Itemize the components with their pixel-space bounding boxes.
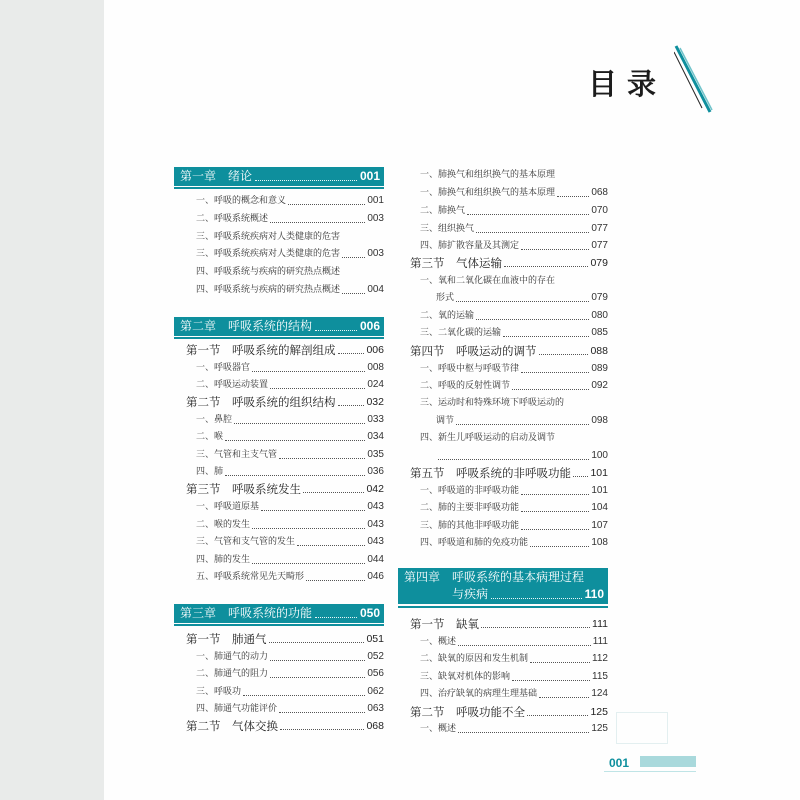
entry-label: 二、呼吸运动装置: [196, 380, 269, 390]
entry-label: 四、肺的发生: [196, 555, 251, 565]
entry-label: 第四节 呼吸运动的调节: [410, 344, 537, 358]
toc-item[interactable]: [420, 501, 608, 515]
toc-item[interactable]: [196, 247, 384, 261]
entry-label: 二、呼吸系统概述: [196, 214, 269, 224]
entry-label: 四、呼吸道和肺的免疫功能: [420, 538, 529, 548]
entry-label: 一、呼吸器官: [196, 363, 251, 373]
page-title: 目录: [588, 67, 667, 101]
entry-page: 008: [367, 362, 384, 373]
entry-page: 001: [367, 195, 384, 206]
section-entry[interactable]: [186, 632, 384, 646]
dot-leader: [303, 492, 364, 493]
dot-leader: [530, 546, 589, 547]
toc-item[interactable]: [196, 430, 384, 444]
dot-leader: [512, 389, 589, 390]
entry-label: 二、肺的主要非呼吸功能: [420, 503, 520, 513]
entry-page: 034: [367, 431, 384, 442]
entry-label: 一、呼吸道原基: [196, 502, 260, 512]
dot-leader: [243, 695, 365, 696]
entry-page: 035: [367, 449, 384, 460]
entry-page: 043: [367, 519, 384, 530]
dot-leader: [342, 293, 365, 294]
dot-leader: [476, 319, 589, 320]
entry-label: 二、喉的发生: [196, 520, 251, 530]
entry-label: 三、气管和支气管的发生: [196, 537, 296, 547]
note-sketch: [616, 712, 668, 744]
entry-page: 111: [592, 618, 608, 630]
dot-leader: [252, 563, 365, 564]
entry-page: 089: [591, 363, 608, 374]
dot-leader: [315, 617, 357, 618]
dot-leader: [481, 627, 590, 628]
toc-item[interactable]: [196, 535, 384, 549]
dot-leader: [279, 712, 365, 713]
dot-leader: [491, 598, 582, 599]
toc-item[interactable]: [196, 685, 384, 699]
entry-page: 051: [366, 633, 384, 645]
page-number: 001: [609, 756, 630, 770]
dot-leader: [521, 511, 589, 512]
entry-label: 四、治疗缺氧的病理生理基础: [420, 689, 538, 699]
entry-page: 070: [591, 205, 608, 216]
entry-page: 024: [367, 379, 384, 390]
dot-leader: [252, 371, 365, 372]
section-entry[interactable]: [410, 617, 608, 631]
toc-item[interactable]: [420, 652, 608, 666]
dot-leader: [261, 510, 365, 511]
dot-leader: [539, 354, 589, 355]
chapter-label: 第四章 呼吸系统的基本病理过程: [404, 570, 585, 584]
entry-label: 二、肺换气: [420, 206, 466, 216]
dot-leader: [255, 180, 357, 181]
entry-label: 第五节 呼吸系统的非呼吸功能: [410, 466, 571, 480]
entry-label: 第三节 呼吸系统发生: [186, 482, 301, 496]
chapter-underline: [174, 187, 384, 189]
dot-leader: [279, 458, 365, 459]
entry-label: 三、气管和主支气管: [196, 450, 278, 460]
entry-label: 一、鼻腔: [196, 415, 233, 425]
entry-page: 068: [366, 720, 384, 732]
chapter-underline: [174, 624, 384, 626]
toc-item[interactable]: [196, 212, 384, 226]
entry-page: 003: [367, 213, 384, 224]
entry-label: 三、肺的其他非呼吸功能: [420, 521, 520, 531]
toc-item[interactable]: [196, 500, 384, 514]
section-entry[interactable]: [186, 719, 384, 733]
chapter-underline: [174, 337, 384, 339]
toc-item[interactable]: [196, 378, 384, 392]
entry-page: 063: [367, 703, 384, 714]
toc-item[interactable]: [196, 553, 384, 567]
toc-item[interactable]: [420, 239, 608, 253]
entry-label: 一、呼吸中枢与呼吸节律: [420, 364, 520, 374]
toc-item[interactable]: [196, 283, 384, 297]
entry-page: 101: [591, 485, 608, 496]
entry-page: 124: [591, 688, 608, 699]
entry-page: 077: [591, 240, 608, 251]
dot-leader: [456, 301, 589, 302]
dot-leader: [306, 580, 365, 581]
entry-label: 一、概述: [420, 637, 457, 647]
section-entry[interactable]: [410, 344, 608, 358]
footer-line: [604, 771, 696, 772]
entry-page: 101: [590, 467, 608, 479]
toc-item[interactable]: [420, 309, 608, 323]
entry-label: 二、缺氧的原因和发生机制: [420, 654, 529, 664]
dot-leader: [527, 715, 588, 716]
entry-page: 046: [367, 571, 384, 582]
dot-leader: [521, 372, 589, 373]
dot-leader: [521, 529, 589, 530]
section-entry[interactable]: [410, 705, 608, 719]
entry-page: 042: [366, 483, 384, 495]
entry-label: 四、呼吸系统与疾病的研究热点概述: [196, 285, 341, 295]
chapter-label: 第二章 呼吸系统的结构: [180, 319, 313, 333]
entry-page: 006: [366, 344, 384, 356]
toc-item[interactable]: [420, 687, 608, 701]
section-entry[interactable]: [186, 482, 384, 496]
chapter-label: 第三章 呼吸系统的功能: [180, 606, 313, 620]
entry-label: 一、概述: [420, 724, 457, 734]
dot-leader: [504, 266, 588, 267]
toc-item[interactable]: [196, 667, 384, 681]
dot-leader: [467, 214, 589, 215]
entry-page: 043: [367, 501, 384, 512]
toc-item[interactable]: [420, 536, 608, 550]
entry-page: 056: [367, 668, 384, 679]
entry-page: 079: [591, 292, 608, 303]
entry-label: 二、氧的运输: [420, 311, 475, 321]
entry-page: 098: [591, 415, 608, 426]
dot-leader: [458, 732, 589, 733]
toc-item-line: 一、氧和二氧化碳在血液中的存在: [420, 276, 556, 286]
toc-item-line: 四、呼吸系统与疾病的研究热点概述: [196, 267, 341, 277]
toc-item[interactable]: [436, 449, 608, 463]
toc-item[interactable]: [196, 413, 384, 427]
chapter-underline: [398, 606, 608, 608]
entry-label: 第一节 呼吸系统的解剖组成: [186, 343, 336, 357]
entry-label: 二、呼吸的反射性调节: [420, 381, 511, 391]
entry-page: 068: [591, 187, 608, 198]
dot-leader: [252, 528, 365, 529]
entry-label: 第二节 气体交换: [186, 719, 278, 733]
entry-label: 五、呼吸系统常见先天畸形: [196, 572, 305, 582]
entry-label: 第二节 呼吸系统的组织结构: [186, 395, 336, 409]
section-entry[interactable]: [186, 343, 384, 357]
chapter-page: 050: [359, 606, 380, 620]
toc-item[interactable]: [420, 204, 608, 218]
toc-item[interactable]: [420, 484, 608, 498]
entry-page: 085: [591, 327, 608, 338]
section-entry[interactable]: [186, 395, 384, 409]
entry-page: 125: [590, 706, 608, 718]
toc-item[interactable]: [420, 670, 608, 684]
entry-page: 108: [591, 537, 608, 548]
dot-leader: [342, 257, 365, 258]
entry-label: 三、二氧化碳的运输: [420, 328, 502, 338]
entry-page: 004: [367, 284, 384, 295]
entry-page: 077: [591, 223, 608, 234]
entry-page: 100: [591, 450, 608, 461]
entry-label: 第一节 缺氧: [410, 617, 479, 631]
chapter-page: 110: [584, 587, 604, 601]
entry-page: 125: [591, 723, 608, 734]
dot-leader: [512, 680, 590, 681]
entry-label: 一、肺换气和组织换气的基本原理: [420, 188, 556, 198]
toc-item[interactable]: [420, 635, 608, 649]
pen-decoration-icon: [674, 44, 714, 116]
entry-page: 043: [367, 536, 384, 547]
dot-leader: [338, 405, 365, 406]
toc-item-line: 四、新生儿呼吸运动的启动及调节: [420, 433, 556, 443]
toc-item[interactable]: [420, 519, 608, 533]
toc-item[interactable]: [196, 702, 384, 716]
dot-leader: [270, 660, 365, 661]
entry-label: 第三节 气体运输: [410, 256, 502, 270]
toc-item[interactable]: [196, 465, 384, 479]
entry-label: 四、肺: [196, 467, 224, 477]
toc-item[interactable]: [196, 194, 384, 208]
entry-page: 052: [367, 651, 384, 662]
entry-label: 二、喉: [196, 432, 224, 442]
chapter-4-heading[interactable]: [398, 568, 608, 604]
entry-page: 104: [591, 502, 608, 513]
entry-label: 二、肺通气的阻力: [196, 669, 269, 679]
chapter-label: 与疾病: [452, 587, 489, 601]
dot-leader: [503, 336, 589, 337]
dot-leader: [225, 440, 365, 441]
entry-page: 107: [591, 520, 608, 531]
toc-item[interactable]: [420, 379, 608, 393]
entry-page: 036: [367, 466, 384, 477]
chapter-2-heading[interactable]: [174, 317, 384, 336]
entry-page: 112: [592, 653, 608, 664]
entry-label: 一、肺通气的动力: [196, 652, 269, 662]
dot-leader: [476, 232, 589, 233]
dot-leader: [280, 729, 364, 730]
entry-label: 四、肺扩散容量及其测定: [420, 241, 520, 251]
entry-page: 062: [367, 686, 384, 697]
dot-leader: [557, 196, 589, 197]
entry-label: 三、组织换气: [420, 224, 475, 234]
dot-leader: [270, 388, 365, 389]
dot-leader: [530, 662, 590, 663]
toc-item[interactable]: [436, 414, 608, 428]
section-entry[interactable]: [410, 466, 608, 480]
dot-leader: [456, 424, 589, 425]
toc-item-line: 一、肺换气和组织换气的基本原理: [420, 170, 556, 180]
toc-item-line: 三、呼吸系统疾病对人类健康的危害: [196, 232, 341, 242]
entry-page: 088: [590, 345, 608, 357]
entry-label: 三、缺氧对机体的影响: [420, 672, 511, 682]
dot-leader: [573, 476, 588, 477]
toc-item[interactable]: [196, 650, 384, 664]
dot-leader: [458, 645, 591, 646]
entry-label: 一、呼吸的概念和意义: [196, 196, 287, 206]
toc-item[interactable]: [420, 186, 608, 200]
entry-label: 三、呼吸系统疾病对人类健康的危害: [196, 249, 341, 259]
toc-item[interactable]: [420, 722, 608, 736]
dot-leader: [270, 222, 365, 223]
toc-item[interactable]: [420, 326, 608, 340]
entry-page: 092: [591, 380, 608, 391]
dot-leader: [521, 494, 589, 495]
entry-page: 080: [591, 310, 608, 321]
toc-item[interactable]: [196, 361, 384, 375]
dot-leader: [270, 677, 365, 678]
footer-bar: [640, 756, 696, 767]
dot-leader: [315, 330, 357, 331]
toc-item[interactable]: [420, 222, 608, 236]
chapter-1-heading[interactable]: [174, 167, 384, 186]
dot-leader: [234, 423, 365, 424]
entry-page: 115: [592, 671, 608, 682]
dot-leader: [288, 204, 365, 205]
dot-leader: [297, 545, 365, 546]
toc-item[interactable]: [196, 448, 384, 462]
toc-item[interactable]: [420, 362, 608, 376]
entry-page: 032: [366, 396, 384, 408]
dot-leader: [225, 475, 365, 476]
entry-page: 111: [592, 636, 608, 647]
section-entry[interactable]: [410, 256, 608, 270]
dot-leader: [521, 249, 589, 250]
entry-label: 调节: [436, 416, 455, 426]
dot-leader: [438, 459, 589, 460]
chapter-page: 006: [359, 319, 380, 333]
entry-label: 第一节 肺通气: [186, 632, 267, 646]
entry-page: 044: [367, 554, 384, 565]
toc-item[interactable]: [436, 291, 608, 305]
dot-leader: [269, 642, 365, 643]
entry-label: 四、肺通气功能评价: [196, 704, 278, 714]
chapter-3-heading[interactable]: [174, 604, 384, 623]
entry-page: 079: [590, 257, 608, 269]
entry-label: 一、呼吸道的非呼吸功能: [420, 486, 520, 496]
toc-item-line: 三、运动时和特殊环境下呼吸运动的: [420, 398, 565, 408]
chapter-page: 001: [359, 169, 380, 183]
entry-label: 第二节 呼吸功能不全: [410, 705, 525, 719]
toc-item[interactable]: [196, 570, 384, 584]
entry-page: 033: [367, 414, 384, 425]
dot-leader: [539, 697, 589, 698]
entry-page: 003: [367, 248, 384, 259]
entry-label: 三、呼吸功: [196, 687, 242, 697]
toc-item[interactable]: [196, 518, 384, 532]
chapter-label: 第一章 绪论: [180, 169, 253, 183]
entry-label: 形式: [436, 293, 455, 303]
dot-leader: [338, 353, 365, 354]
